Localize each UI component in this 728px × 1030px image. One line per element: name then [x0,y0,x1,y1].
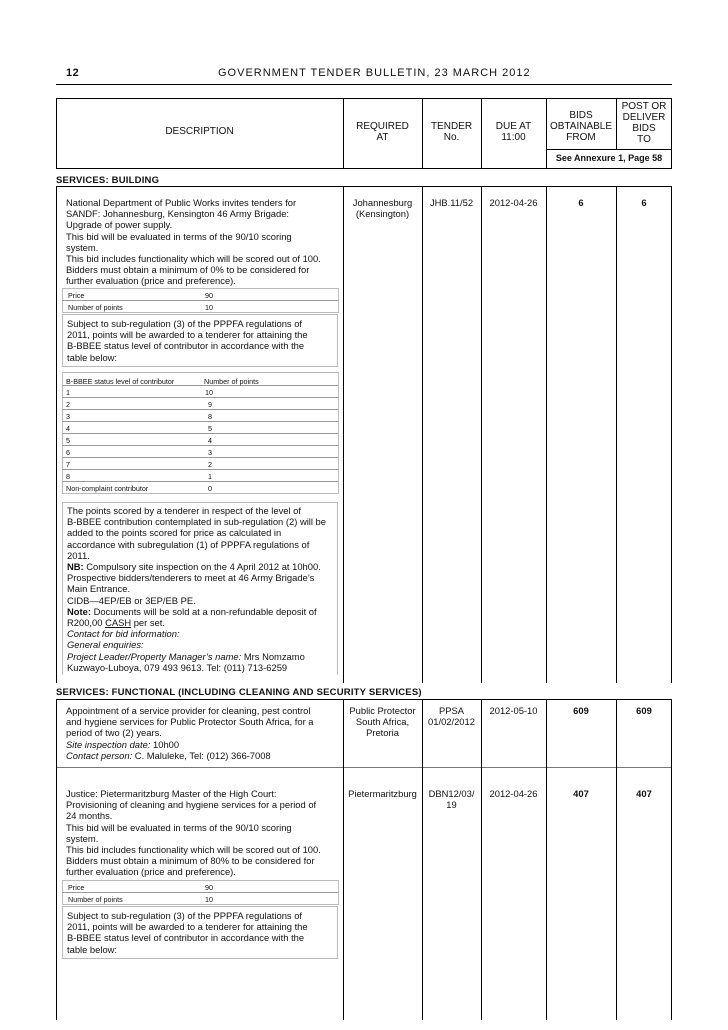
tender-3-post-to: 407 [636,788,652,799]
tender-1-subregulation: Subject to sub-regulation (3) of the PPPFA regulations of 2011, points will be awarded to a tenderer for attaining the B-BBEE status level of contributor in accordance with the table below: [62,314,338,367]
tender-1-details: The points scored by a tenderer in respect of the level of B-BBEE contribution contemplated in sub-regulation (2) will be added to the points scored for price as calculated in accordance with subregulation (1) of PPPFA regulations of 2011. NB: Compulsory site inspection on the 4 April 2012 at 10h00. Prospective bidders/tenderers to meet at 46 Army Brigade’s Main Entrance. CIDB—4EP/EB or 3EP/EB PE. Note: Documents will be sold at a non-refundable deposit of R200,00 CASH per set. Contact for bid information: General enquiries: Project Leader/Property Manager’s name: Mrs Nomzamo Kuzwayo-Luboya, 079 493 9613. Tel: (011) 713-6259 [62,502,338,675]
col-bids-obtainable: BIDS OBTAINABLE FROM [549,110,613,143]
tender-3-required-at: Pietermaritzburg [348,788,417,799]
tender-1-bids-from: 6 [578,197,584,208]
tender-3-due: 2012-04-26 [489,788,538,799]
annexure-note: See Annexure 1, Page 58 [555,153,663,163]
bbbee-row: 1 10 [63,386,338,398]
col-tender-no: TENDER No. [430,121,473,143]
bbbee-row: 5 4 [63,434,338,446]
bbbee-row: 6 3 [63,446,338,458]
col-description: DESCRIPTION [165,126,234,137]
tender-1-points-table: Price 90 Number of points 10 [62,288,339,313]
col-required-at: REQUIRED AT [356,121,409,143]
tender-2-number: PPSA 01/02/2012 [428,705,475,728]
tender-3-bids-from: 407 [573,788,589,799]
tender-2-post-to: 609 [636,705,652,716]
col-due-at: DUE AT 11:00 [495,121,532,143]
section-title-functional: SERVICES: FUNCTIONAL (INCLUDING CLEANING AND SECURITY SERVICES) [56,687,422,698]
tender-3-description: Justice: Pietermaritzburg Master of the High Court: Provisioning of cleaning and hygiene services for a period of 24 months. This bid will be evaluated in terms of the 90/10 scoring system. This bid includes functionality which will be scored out of 100. Bidders must obtain a minimum of 80% to be considered for further evaluation (price and preference). [66,788,321,878]
bbbee-row: Non-complaint contributor 0 [66,484,212,493]
tender-3-number: DBN12/03/ 19 [428,788,475,811]
tender-3-subregulation: Subject to sub-regulation (3) of the PPPFA regulations of 2011, points will be awarded to a tenderer for attaining the B-BBEE status level of contributor in accordance with the table below: [62,906,338,959]
bbbee-row: 2 9 [63,398,338,410]
tender-1-post-to: 6 [641,197,647,208]
page-number: 12 [66,67,80,79]
tender-2-required-at: Public Protector South Africa, Pretoria [349,705,416,739]
bbbee-row: 8 1 [63,470,338,482]
bbbee-row: 4 5 [63,422,338,434]
tender-2-due: 2012-05-10 [489,705,538,716]
section-title-building: SERVICES: BUILDING [56,175,160,186]
tender-1-required-at: Johannesburg (Kensington) [352,197,413,220]
col-post-deliver: POST OR DELIVER BIDS TO [621,101,667,145]
tender-1-description: National Department of Public Works invites tenders for SANDF: Johannesburg, Kensington 46 Army Brigade: Upgrade of power supply. This bid will be evaluated in terms of the 90/10 scoring system. This bid includes functionality which will be scored out of 100. Bidders must obtain a minimum of 0% to be considered for further evaluation (price and preference). [66,197,321,287]
bbbee-table: B-BBEE status level of contributor Number of points 1 10 2 9 3 8 4 5 5 4 6 3 7 2 8 1 Non-complaint contributor 0 [62,372,339,494]
tender-2-description: Appointment of a service provider for cleaning, pest control and hygiene services for Public Protector South Africa, for a period of two (2) years. Site inspection date: 10h00 Contact person: C. Maluleke, Tel: (012) 366-7008 [66,705,314,761]
bbbee-row: 7 2 [63,458,338,470]
tender-3-points-table: Price 90 Number of points 10 [62,880,339,905]
bbbee-row: 3 8 [63,410,338,422]
header-rule [56,84,672,85]
tender-1-due: 2012-04-26 [489,197,538,208]
bulletin-title: GOVERNMENT TENDER BULLETIN, 23 MARCH 2012 [218,67,531,79]
tender-1-number: JHB.11/52 [429,197,474,208]
tender-2-bids-from: 609 [573,705,589,716]
